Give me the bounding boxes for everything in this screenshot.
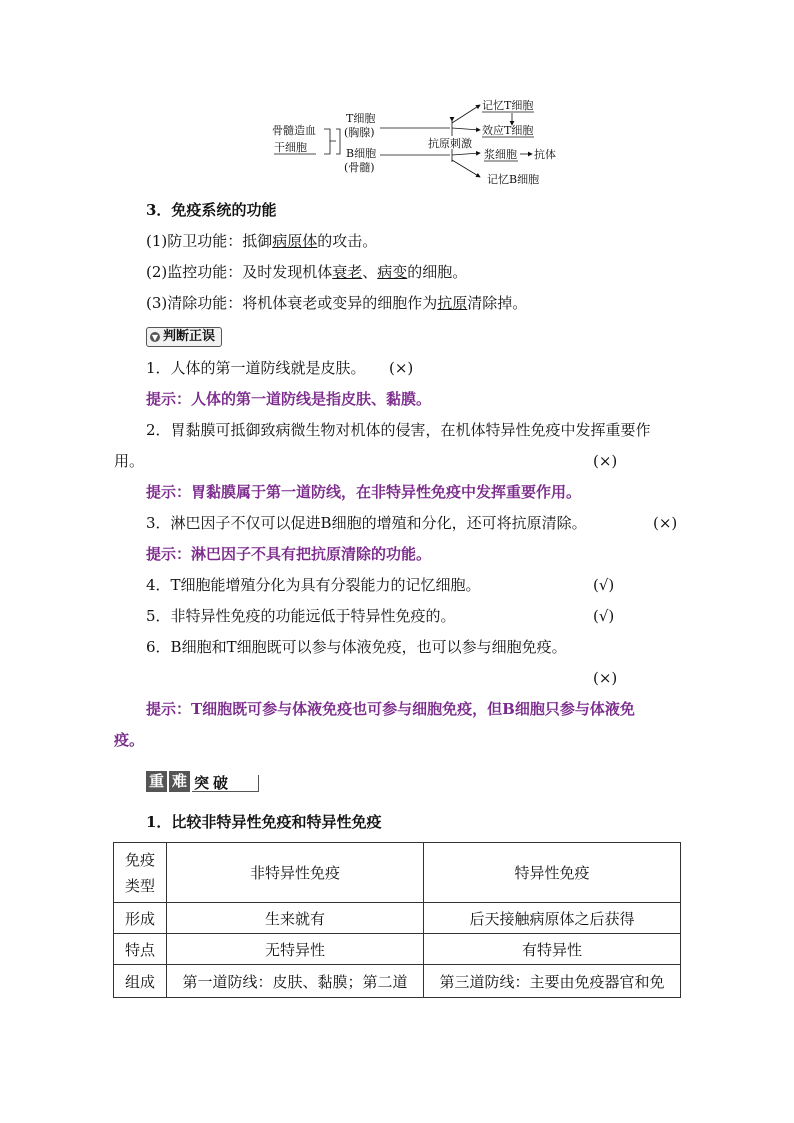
question-2-cont: 用。 xyxy=(114,452,145,470)
table-row: 形成 生来就有 后天接触病原体之后获得 xyxy=(114,903,681,934)
question-4: 4．T细胞能增殖分化为具有分裂能力的记忆细胞。 xyxy=(146,576,481,594)
header-cell: 特异性免疫 xyxy=(424,843,681,903)
plasma-cell: 浆细胞 xyxy=(484,148,517,161)
compare-heading: 1．比较非特异性免疫和特异性免疫 xyxy=(146,813,382,831)
question-1: 1．人体的第一道防线就是皮肤。 xyxy=(146,359,366,377)
section-header: 重 难 突 破 xyxy=(146,771,259,792)
hint-3: 提示：淋巴因子不具有把抗原清除的功能。 xyxy=(146,545,432,563)
question-5: 5．非特异性免疫的功能远低于特异性免疫的。 xyxy=(146,607,456,625)
hint-1: 提示：人体的第一道防线是指皮肤、黏膜。 xyxy=(146,390,432,408)
header-cell: 非特异性免疫 xyxy=(167,843,424,903)
immune-cell-origin-diagram xyxy=(266,95,566,190)
header-cell: 免疫 类型 xyxy=(114,843,167,903)
source-cell-line2: 干细胞 xyxy=(274,141,307,154)
judge-badge: ▼ 判断正误 xyxy=(146,327,222,347)
question-2: 2．胃黏膜可抵御致病微生物对机体的侵害，在机体特异性免疫中发挥重要作 xyxy=(146,421,651,439)
question-1-mark: (×) xyxy=(389,359,414,377)
hint-2: 提示：胃黏膜属于第一道防线，在非特异性免疫中发挥重要作用。 xyxy=(146,483,582,501)
t-cell-origin: (胸腺) xyxy=(344,126,375,139)
antibody-label: 抗体 xyxy=(534,148,556,161)
memory-b-cell: 记忆B细胞 xyxy=(487,173,540,186)
b-cell-origin: (骨髓) xyxy=(344,161,375,174)
source-cell-line1: 骨髓造血 xyxy=(272,124,316,137)
chevron-down-icon: ▼ xyxy=(151,332,159,342)
question-3: 3．淋巴因子不仅可以促进B细胞的增殖和分化，还可将抗原清除。 xyxy=(146,514,587,532)
table-header-row xyxy=(114,843,681,903)
question-6: 6．B细胞和T细胞既可以参与体液免疫，也可以参与细胞免疫。 xyxy=(146,638,567,656)
b-cell-label: B细胞 xyxy=(346,147,377,160)
table-row: 特点 无特异性 有特异性 xyxy=(114,934,681,965)
question-6-mark: (×) xyxy=(593,669,618,687)
functions-heading: 3．免疫系统的功能 xyxy=(146,201,277,219)
question-3-mark: (×) xyxy=(653,514,678,532)
hint-6-cont: 疫。 xyxy=(114,731,145,749)
question-4-mark: (√) xyxy=(593,576,615,594)
comparison-table xyxy=(113,842,681,998)
t-cell-label: T细胞 xyxy=(346,112,376,125)
effector-t-cell: 效应T细胞 xyxy=(482,124,534,137)
antigen-stimulus-label: 抗原刺激 xyxy=(428,137,472,150)
hint-6: 提示：T细胞既可参与体液免疫也可参与细胞免疫，但B细胞只参与体液免 xyxy=(146,700,635,718)
function-monitor: (2)监控功能：及时发现机体衰老、病变的细胞。 xyxy=(146,263,468,281)
question-5-mark: (√) xyxy=(593,607,615,625)
source-bracket xyxy=(324,129,336,154)
function-defense: (1)防卫功能：抵御病原体的攻击。 xyxy=(146,232,378,250)
memory-t-cell: 记忆T细胞 xyxy=(482,99,534,112)
question-2-mark: (×) xyxy=(593,452,618,470)
function-clear: (3)清除功能：将机体衰老或变异的细胞作为抗原清除掉。 xyxy=(146,294,528,312)
table-row: 组成 第一道防线：皮肤、黏膜；第二道 第三道防线：主要由免疫器官和免 xyxy=(114,965,681,998)
